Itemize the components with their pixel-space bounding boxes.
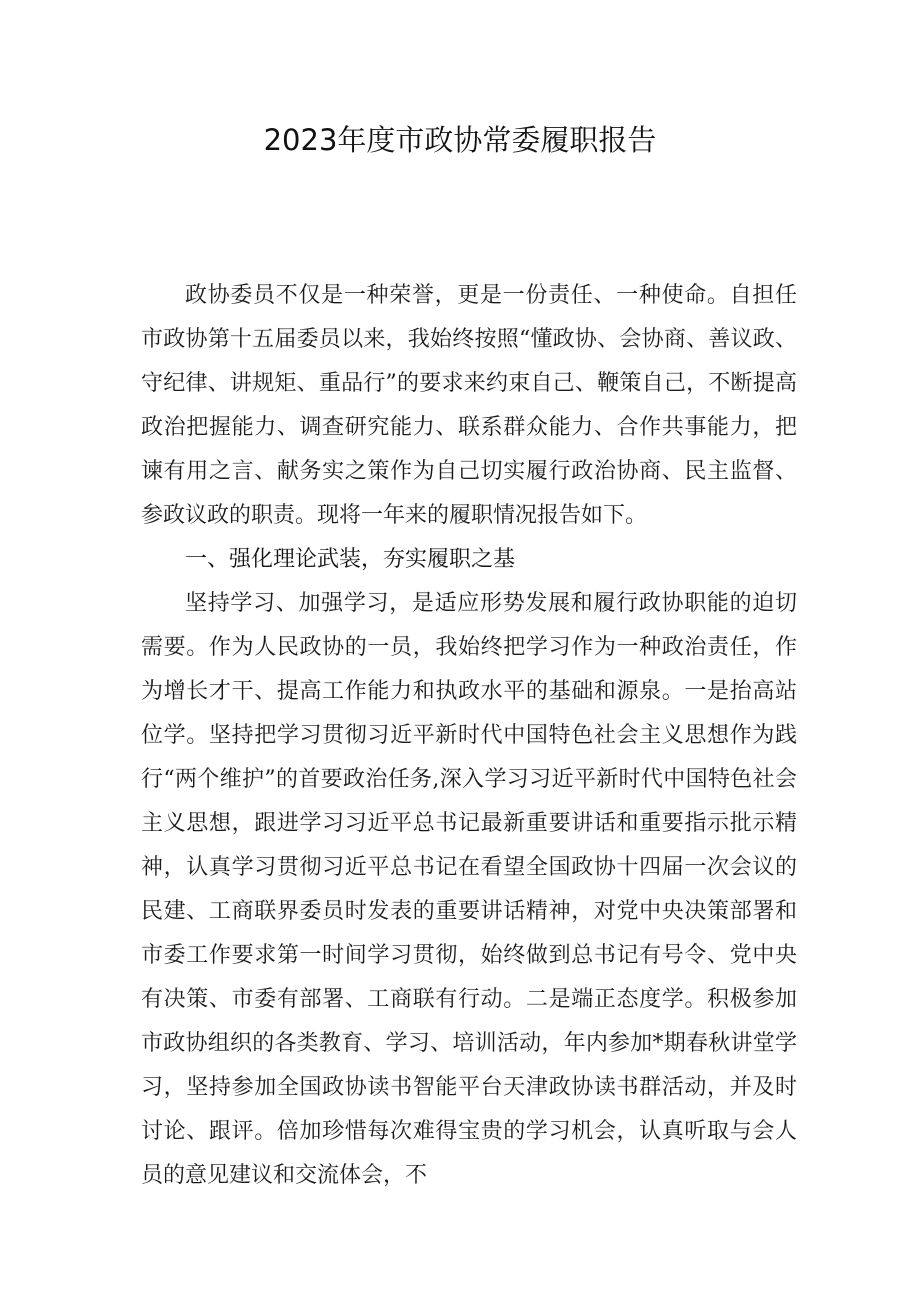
section-1-heading: 一、强化理论武装，夯实履职之基: [185, 547, 516, 572]
intro-paragraph: 政协委员不仅是一种荣誉，更是一份责任、一种使命。自担任市政协第十五届委员以来，我始终按照“懂政协、会协商、善议政、守纪律、讲规矩、重品行”的要求来约束自己、鞭策自己，不断提高政治把握能力、调查研究能力、联系群众能力、合作共事能力，把谏有用之言、献务实之策作为自己切实履行政治协商、民主监督、参政议政的职责。现将一年来的履职情况报告如下。: [141, 283, 797, 528]
document-title: 2023年度市政协常委履职报告: [263, 123, 657, 157]
section-1-paragraph: 坚持学习、加强学习，是适应形势发展和履行政协职能的迫切需要。作为人民政协的一员，我始终把学习作为一种政治责任，作为增长才干、提高工作能力和执政水平的基础和源泉。一是抬高站位学。坚持把学习贯彻习近平新时代中国特色社会主义思想作为践行“两个维护”的首要政治任务,深入学习习近平新时代中国特色社会主义思想，跟进学习习近平总书记最新重要讲话和重要指示批示精神，认真学习贯彻习近平总书记在看望全国政协十四届一次会议的民建、工商联界委员时发表的重要讲话精神，对党中央决策部署和市委工作要求第一时间学习贯彻，始终做到总书记有号令、党中央有决策、市委有部署、工商联有行动。二是端正态度学。积极参加市政协组织的各类教育、学习、培训活动，年内参加*期春秋讲堂学习，坚持参加全国政协读书智能平台天津政协读书群活动，并及时讨论、跟评。倍加珍惜每次难得宝贵的学习机会，认真听取与会人员的意见建议和交流体会，不: [141, 591, 797, 1188]
document-body: [141, 274, 797, 1198]
